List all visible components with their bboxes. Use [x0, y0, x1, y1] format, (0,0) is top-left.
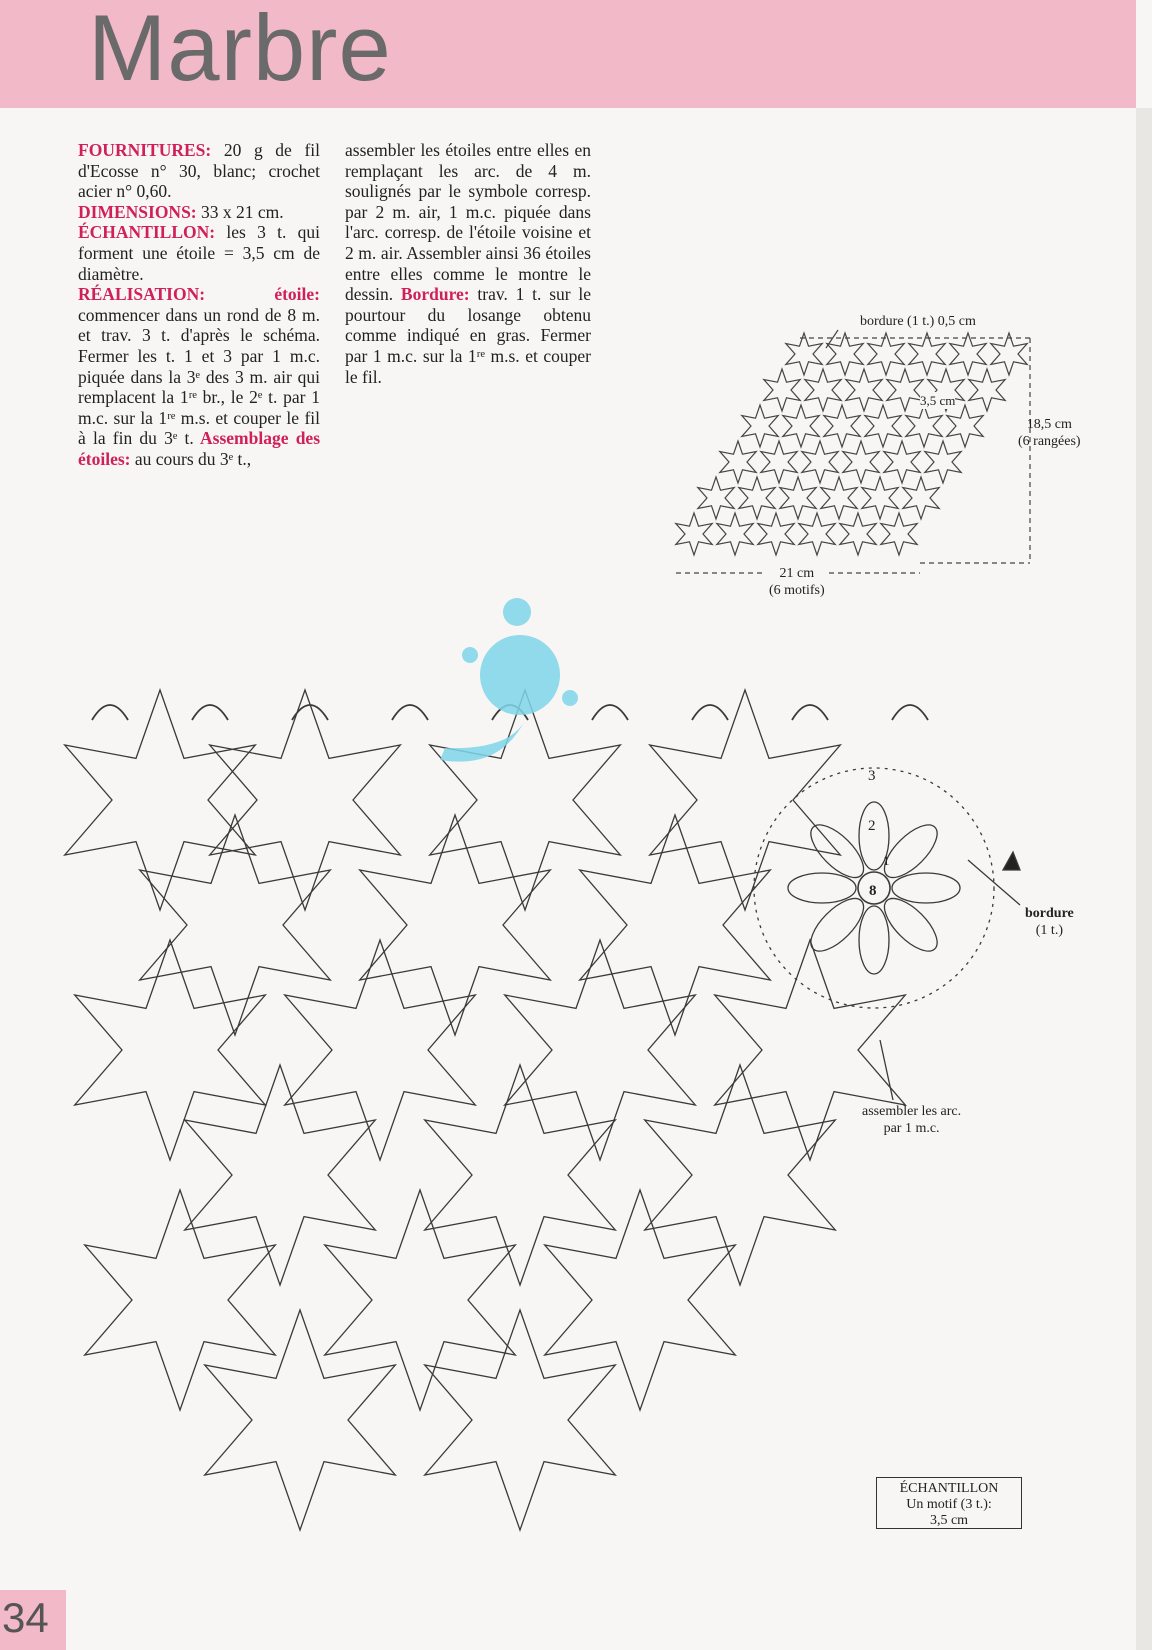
schema-star — [903, 477, 939, 519]
schema-star — [865, 405, 901, 447]
bordure-scallop — [192, 705, 228, 720]
mascot-hand-right — [562, 690, 578, 706]
schema-star — [846, 369, 882, 411]
schema-star — [720, 441, 756, 483]
schema-label-bordure: bordure (1 t.) 0,5 cm — [860, 314, 976, 329]
bordure-scallop — [892, 705, 928, 720]
rhombus-schema — [676, 330, 1030, 573]
heading-fournitures: FOURNITURES: — [78, 140, 212, 160]
schema-star — [884, 441, 920, 483]
bordure-scallop — [592, 705, 628, 720]
chart-bordure-text: bordure — [1025, 906, 1074, 921]
schema-star — [909, 333, 945, 375]
heading-assemblage: Assemblage des étoiles: — [78, 428, 321, 469]
schema-star — [947, 405, 983, 447]
page-number-tab — [0, 1590, 66, 1650]
schema-star — [881, 513, 917, 555]
schema-height-sub: (6 rangées) — [1018, 434, 1081, 449]
schema-star — [739, 477, 775, 519]
text-echantillon: les 3 t. qui forment une étoile = 3,5 cm de diamètre. — [78, 222, 320, 284]
chart-star — [205, 1310, 396, 1530]
chart-star — [75, 940, 266, 1160]
heading-dimensions: DIMENSIONS: — [78, 201, 197, 222]
bordure-start-marker — [1003, 852, 1020, 870]
schema-star — [802, 441, 838, 483]
schema-height-value: 18,5 cm — [1026, 417, 1072, 432]
mascot-stamp — [440, 598, 578, 762]
chart-star — [580, 815, 771, 1035]
schema-star — [717, 513, 753, 555]
bordure-scallop — [792, 705, 828, 720]
chart-star — [545, 1190, 736, 1410]
chart-star — [430, 690, 621, 910]
text-realisation: commencer dans un rond de 8 m. et trav. 3 t. d'après le schéma. Fermer les t. 1 et 3 par 1 m.c. piquée dans la 3ᵉ des 3 m. air qui remplacent la 1ʳᵉ br., le 2ᵉ t. par 1 m.c. sur la 1ʳᵉ m.s. et couper le fil à la fin du 3ᵉ t. — [78, 304, 320, 449]
chart-star — [360, 815, 551, 1035]
schema-star — [887, 369, 923, 411]
chart-star — [285, 940, 476, 1160]
schema-label-height — [1018, 416, 1081, 450]
schema-star — [969, 369, 1005, 411]
schema-star — [742, 405, 778, 447]
chart-star — [65, 690, 256, 910]
bordure-scallop — [392, 705, 428, 720]
motif-petal — [788, 873, 856, 903]
round-number-3: 3 — [868, 768, 876, 784]
schema-star — [676, 513, 712, 555]
chart-assembler-text: assembler les arc. — [862, 1104, 962, 1119]
schema-star — [783, 405, 819, 447]
schema-star — [698, 477, 734, 519]
chart-bordure-sub: (1 t.) — [1035, 923, 1063, 938]
round-number-2: 2 — [868, 818, 876, 834]
schema-star — [799, 513, 835, 555]
schema-star — [805, 369, 841, 411]
motif-petal — [892, 873, 960, 903]
schema-star — [824, 405, 860, 447]
text-assemblage: au cours du 3ᵉ t., — [130, 448, 252, 469]
heading-echantillon: ÉCHANTILLON: — [78, 222, 216, 243]
mascot-head — [503, 598, 531, 626]
heading-realisation: RÉALISATION: — [78, 284, 206, 305]
page-title: Marbre — [88, 0, 392, 100]
bordure-scallop — [92, 705, 128, 720]
text-assemblage-cont: assembler les étoiles entre elles en remplaçant les arc. de 4 m. soulignés par le symbole corresp. par 2 m. air, 1 m.c. piquée dans l'arc. corresp. de l'étoile voisine et 2 m. air. Assembler ainsi 36 étoiles entre elles comme le montre le dessin. — [345, 140, 591, 305]
chart-star — [185, 1065, 376, 1285]
text-bordure: trav. 1 t. sur le pourtour du losange obtenu comme indiqué en gras. Fermer par 1 m.c. sur la 1ʳᵉ m.s. et couper le fil. — [345, 284, 592, 387]
page-number: 34 — [2, 1594, 49, 1641]
schema-star — [786, 333, 822, 375]
schema-star — [862, 477, 898, 519]
schema-star — [950, 333, 986, 375]
schema-star — [868, 333, 904, 375]
schema-width-value: 21 cm — [779, 566, 815, 581]
motif-petal — [876, 890, 945, 959]
schema-star — [821, 477, 857, 519]
schema-star — [906, 405, 942, 447]
text-fournitures: 20 g de fil d'Ecosse n° 30, blanc; crochet acier n° 0,60. — [78, 140, 320, 202]
schema-star — [761, 441, 797, 483]
chart-star — [425, 1065, 616, 1285]
round-number-1: 1 — [883, 853, 890, 868]
echantillon-box — [876, 1477, 1022, 1529]
motif-petal — [859, 906, 889, 974]
schema-star — [991, 333, 1027, 375]
leader-assembler — [880, 1040, 893, 1100]
chart-star — [85, 1190, 276, 1410]
schema-star — [843, 441, 879, 483]
schema-width-sub: (6 motifs) — [769, 583, 825, 598]
schema-star — [758, 513, 794, 555]
heading-etoile: étoile: — [205, 284, 320, 305]
schema-label-width — [765, 565, 829, 599]
echantillon-box-title: ÉCHANTILLON — [899, 1481, 999, 1496]
motif-petal — [803, 890, 872, 959]
schema-star — [780, 477, 816, 519]
bordure-scallop — [692, 705, 728, 720]
schema-star — [764, 369, 800, 411]
mascot-body — [480, 635, 560, 715]
heading-bordure: Bordure: — [393, 284, 470, 305]
echantillon-box-line2: Un motif (3 t.): — [906, 1497, 992, 1512]
chart-star — [505, 940, 696, 1160]
chart-label-assembler — [862, 1103, 961, 1137]
round-number-8: 8 — [869, 883, 877, 899]
chart-star — [645, 1065, 836, 1285]
chart-assembler-sub: par 1 m.c. — [883, 1121, 940, 1136]
text-dimensions: 33 x 21 cm. — [196, 201, 284, 222]
chart-label-bordure — [1025, 905, 1074, 939]
chart-star — [140, 815, 331, 1035]
schema-star — [840, 513, 876, 555]
chart-star — [210, 690, 401, 910]
schema-label-motif: 3,5 cm — [920, 393, 956, 408]
bordure-scallop — [292, 705, 328, 720]
chart-star — [650, 690, 841, 910]
schema-star — [925, 441, 961, 483]
echantillon-box-line3: 3,5 cm — [929, 1513, 969, 1528]
mascot-hand-left — [462, 647, 478, 663]
